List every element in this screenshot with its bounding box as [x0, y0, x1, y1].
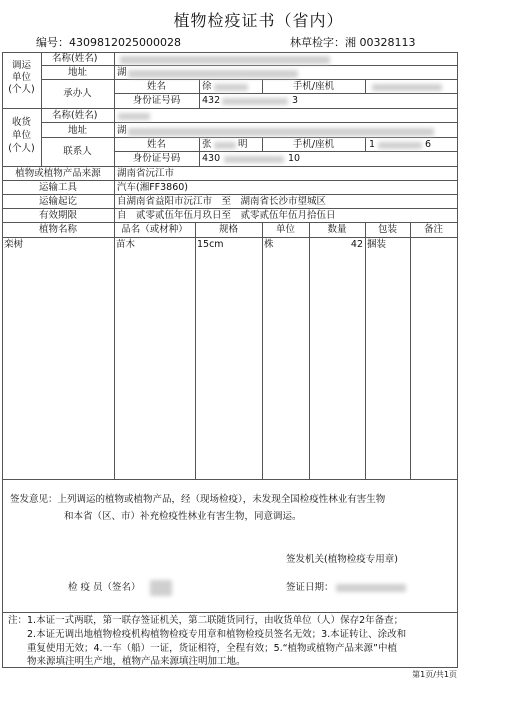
- number-label: 编号：: [36, 36, 69, 49]
- receiver-person-name-value: 张: [202, 139, 212, 150]
- inspector-label: 检 疫 员（签名）: [68, 582, 141, 593]
- redacted-receiver-address: [128, 128, 434, 136]
- rule: [309, 222, 310, 479]
- rule: [365, 222, 366, 479]
- receiver-id-label: 身份证号码: [132, 153, 181, 164]
- receiver-address-label: 地址: [67, 125, 87, 136]
- redacted-receiver-id: [224, 156, 284, 163]
- col-header-spec: 规格: [218, 224, 238, 235]
- rule: [2, 208, 457, 209]
- rule: [41, 122, 457, 123]
- table-row-cell-spec: 15cm: [197, 239, 224, 250]
- sender-address-label: 地址: [67, 67, 87, 78]
- rule: [2, 180, 457, 181]
- sender-id-end: 3: [292, 95, 299, 106]
- receiver-section-line2: 单位: [11, 130, 31, 141]
- validity-label: 有效期限: [38, 210, 77, 221]
- receiver-section-line3: (个人): [8, 143, 35, 154]
- sender-person-name-value: 徐: [202, 81, 212, 92]
- page-indicator: 第1页/共1页: [412, 670, 457, 679]
- rule: [114, 151, 457, 152]
- col-header-remarks: 备注: [423, 224, 443, 235]
- receiver-id-start: 430: [202, 153, 221, 164]
- col-header-packing: 包装: [377, 224, 397, 235]
- redacted-sender-name: [120, 56, 330, 64]
- notes-line2: 2.本证无调出地植物检疫机构植物检疫专用章和植物检疫员签名无效；3.本证转让、涂改和: [8, 629, 407, 640]
- table-row-cell-packing: 捆装: [367, 239, 387, 250]
- sender-handler-label: 承办人: [63, 88, 92, 99]
- redacted-sender-address: [128, 70, 298, 78]
- notes-line1: 注：1.本证一式两联，第一联存签证机关，第二联随货同行，由收货单位（人）保存2年备查；: [8, 615, 404, 626]
- receiver-phone-start: 1: [369, 139, 376, 150]
- sender-name-label: 名称(姓名): [52, 53, 98, 64]
- table-row-cell-unit: 株: [264, 239, 274, 250]
- frame-right: [457, 52, 458, 667]
- cert-value: 00328113: [359, 36, 416, 49]
- rule: [2, 479, 457, 480]
- opinion-line2: 和本省（区、市）补充检疫性林业有害生物，同意调运。: [64, 511, 302, 522]
- col-header-quantity: 数量: [327, 224, 347, 235]
- transport-tool-value: 汽车(湘FF3860): [117, 182, 189, 193]
- sender-address-value: 湖: [117, 67, 127, 78]
- rule: [41, 79, 457, 80]
- origin-value: 湖南省沅江市: [117, 168, 175, 179]
- receiver-name-label: 名称(姓名): [52, 110, 98, 121]
- rule: [199, 79, 200, 108]
- rule: [114, 222, 115, 479]
- redacted-receiver-name: [118, 113, 150, 120]
- sender-section-line2: 单位: [11, 72, 31, 83]
- rule: [2, 166, 457, 167]
- rule: [41, 137, 457, 138]
- rule: [2, 194, 457, 195]
- col-header-plant-name: 植物名称: [38, 224, 77, 235]
- redacted-receiver-person: [214, 142, 236, 149]
- receiver-phone-end: 6: [425, 139, 432, 150]
- sender-phone-label: 手机/座机: [292, 81, 335, 92]
- rule: [2, 237, 457, 238]
- rule: [114, 166, 115, 222]
- transport-tool-label: 运输工具: [38, 182, 77, 193]
- sender-id-start: 432: [202, 95, 221, 106]
- redacted-sender-phone: [372, 84, 442, 91]
- rule: [41, 65, 457, 66]
- number-value: 4309812025000028: [69, 36, 181, 49]
- sender-section-line1: 调运: [11, 60, 31, 71]
- sender-section-line3: (个人): [8, 84, 35, 95]
- certificate-number: [36, 34, 181, 50]
- rule: [2, 108, 457, 109]
- validity-value: 自 贰零贰伍年伍月玖日至 贰零贰伍年伍月拾伍日: [117, 210, 336, 221]
- page-title: 植物检疫证书（省内）: [173, 11, 344, 30]
- notes-line3: 重复使用无效；4.一车（船）一证，货证相符，全程有效；5.“植物或植物产品来源”中植: [8, 643, 397, 654]
- receiver-phone-label: 手机/座机: [292, 139, 335, 150]
- cert-label: 林草检字：湘: [290, 36, 356, 49]
- rule: [365, 137, 366, 152]
- col-header-product: 品名（或材种）: [121, 224, 188, 235]
- redacted-issue-date: [336, 584, 406, 592]
- col-header-unit: 单位: [275, 224, 295, 235]
- rule: [410, 222, 411, 479]
- opinion-line1: 签发意见：上列调运的植物或植物产品，经（现场检疫），未发现全国检疫性林业有害生物: [10, 494, 386, 505]
- redacted-inspector-signature: [150, 580, 172, 596]
- table-row-cell-plant: 栾树: [4, 239, 24, 250]
- receiver-address-value: 湖: [117, 125, 127, 136]
- forestry-inspection-number: [290, 34, 416, 50]
- redacted-sender-id: [222, 98, 288, 105]
- table-row-cell-product: 苗木: [116, 239, 136, 250]
- receiver-id-end: 10: [288, 153, 301, 164]
- rule: [195, 222, 196, 479]
- route-value: 自湖南省益阳市沅江市 至 湖南省长沙市望城区: [117, 196, 327, 207]
- issuer-label: 签发机关(植物检疫专用章): [286, 554, 398, 565]
- rule: [199, 137, 200, 166]
- rule: [2, 222, 457, 223]
- receiver-contact-label: 联系人: [63, 146, 92, 157]
- redacted-receiver-phone: [378, 142, 422, 149]
- notes-line4: 物来源填注明生产地，植物产品来源填注明加工地。: [8, 656, 246, 667]
- table-row-cell-quantity: 42: [350, 239, 363, 250]
- receiver-section-line1: 收货: [11, 117, 31, 128]
- rule: [365, 79, 366, 94]
- receiver-person-name-label: 姓名: [146, 139, 166, 150]
- rule: [2, 612, 457, 613]
- receiver-person-name-end: 明: [238, 139, 248, 150]
- sender-person-name-label: 姓名: [146, 81, 166, 92]
- origin-label: 植物或植物产品来源: [15, 168, 101, 179]
- issue-date-label: 签证日期：: [286, 582, 334, 593]
- rule: [262, 222, 263, 479]
- sender-id-label: 身份证号码: [132, 95, 181, 106]
- redacted-sender-person: [214, 84, 248, 91]
- route-label: 运输起讫: [38, 196, 77, 207]
- rule: [114, 93, 457, 94]
